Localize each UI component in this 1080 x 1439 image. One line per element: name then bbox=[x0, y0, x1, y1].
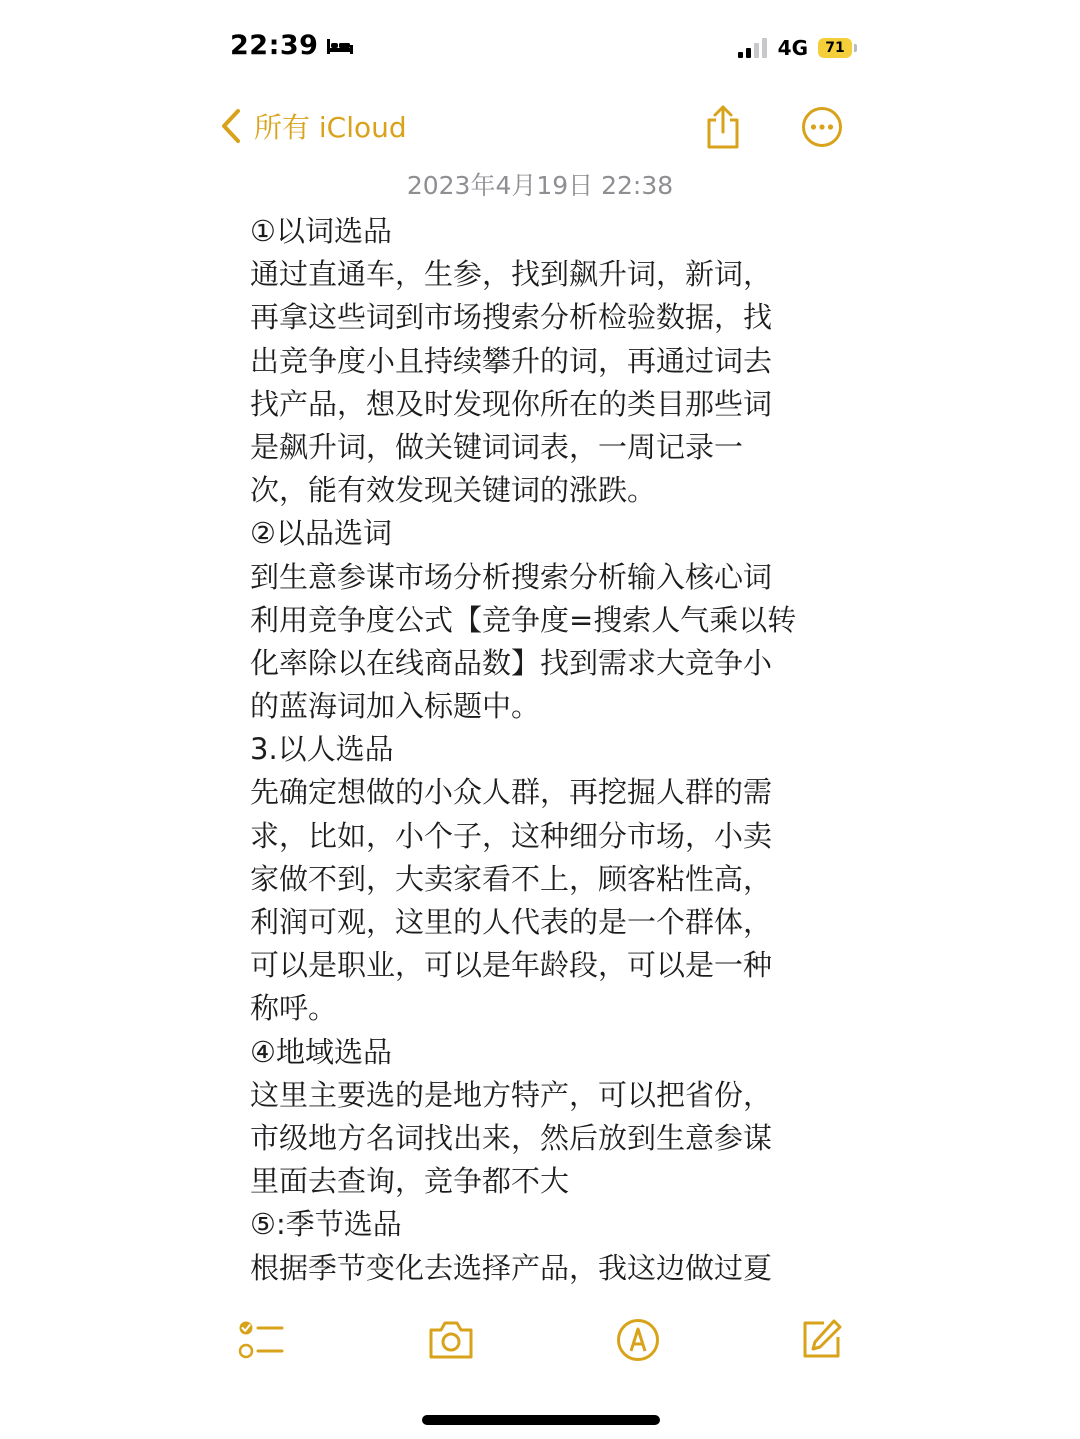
compose-icon bbox=[800, 1318, 844, 1362]
chevron-left-icon bbox=[220, 108, 242, 144]
back-button[interactable] bbox=[220, 106, 407, 146]
back-label: 所有 iCloud bbox=[254, 111, 407, 144]
share-icon bbox=[704, 104, 742, 150]
status-time bbox=[230, 30, 354, 61]
note-line: ⑤:季节选品 bbox=[250, 1207, 402, 1242]
note-line: 市级地方名词找出来，然后放到生意参谋 bbox=[250, 1120, 773, 1155]
note-line: ①以词选品 bbox=[250, 214, 392, 248]
note-line: 利用竞争度公式【竞争度=搜索人气乘以转 bbox=[250, 602, 797, 637]
note-line: 次，能有效发现关键词的涨跌。 bbox=[250, 473, 657, 508]
status-time-text: 22:39 bbox=[230, 30, 319, 61]
ellipsis-circle-icon bbox=[801, 106, 843, 148]
bed-icon bbox=[326, 37, 354, 55]
note-line: 的蓝海词加入标题中。 bbox=[250, 689, 541, 724]
note-line: 化率除以在线商品数】找到需求大竞争小 bbox=[250, 645, 773, 680]
checklist-button[interactable] bbox=[238, 1318, 284, 1366]
markup-pen-icon bbox=[616, 1318, 660, 1362]
note-line: 求，比如，小个子，这种细分市场，小卖 bbox=[250, 818, 773, 853]
share-button[interactable] bbox=[704, 104, 742, 154]
note-date: 2023年4月19日 22:38 bbox=[406, 171, 674, 200]
note-line: 出竞争度小且持续攀升的词，再通过词去 bbox=[250, 343, 773, 378]
note-line: 3.以人选品 bbox=[250, 732, 394, 767]
status-right bbox=[738, 36, 852, 60]
note-body[interactable] bbox=[250, 210, 830, 1290]
note-line: 家做不到，大卖家看不上，顾客粘性高， bbox=[250, 861, 773, 896]
more-button[interactable] bbox=[801, 106, 843, 152]
home-indicator[interactable] bbox=[422, 1415, 660, 1425]
note-line: ②以品选词 bbox=[250, 516, 392, 551]
note-line: 先确定想做的小众人群，再挖掘人群的需 bbox=[250, 775, 773, 810]
note-line: 再拿这些词到市场搜索分析检验数据，找 bbox=[250, 300, 773, 335]
camera-icon bbox=[427, 1318, 475, 1362]
note-line: 到生意参谋市场分析搜索分析输入核心词 bbox=[250, 559, 773, 594]
note-line: 找产品，想及时发现你所在的类目那些词 bbox=[250, 386, 773, 421]
battery-indicator bbox=[818, 38, 852, 58]
note-line: 根据季节变化去选择产品，我这边做过夏 bbox=[250, 1250, 773, 1285]
network-label: 4G bbox=[777, 36, 808, 60]
note-line: 里面去查询，竞争都不大 bbox=[250, 1164, 570, 1199]
battery-level: 71 bbox=[825, 40, 845, 56]
note-line: 称呼。 bbox=[250, 991, 338, 1026]
markup-button[interactable] bbox=[616, 1318, 660, 1366]
note-line: 这里主要选的是地方特产，可以把省份， bbox=[250, 1077, 773, 1112]
note-line: 利润可观，这里的人代表的是一个群体， bbox=[250, 905, 773, 939]
compose-button[interactable] bbox=[800, 1318, 844, 1366]
checklist-icon bbox=[238, 1318, 284, 1362]
signal-icon bbox=[738, 38, 768, 58]
camera-button[interactable] bbox=[427, 1318, 475, 1366]
note-line: 通过直通车，生参，找到飙升词，新词， bbox=[250, 257, 773, 292]
note-line: 是飙升词，做关键词词表，一周记录一 bbox=[250, 429, 744, 464]
note-line: 可以是职业，可以是年龄段，可以是一种 bbox=[250, 948, 773, 983]
note-line: ④地域选品 bbox=[250, 1034, 392, 1069]
